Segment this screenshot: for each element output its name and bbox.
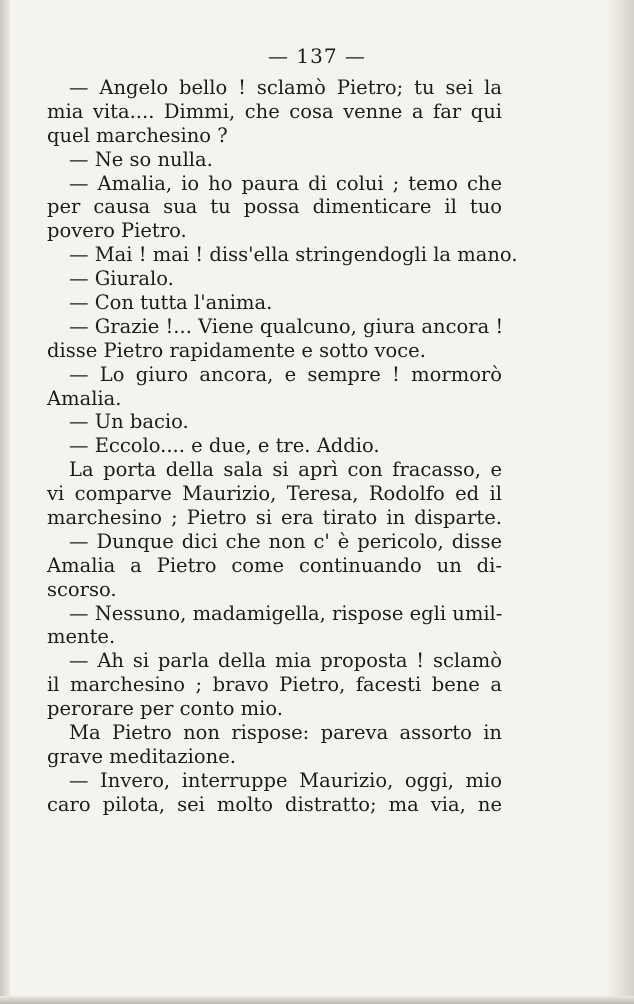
- text-line: mia vita.... Dimmi, che cosa venne a far qui: [47, 99, 502, 123]
- page-left-edge: [0, 0, 10, 1004]
- text-line: marchesino ; Pietro si era tirato in disparte.: [47, 506, 502, 530]
- page-number: — 137 —: [268, 44, 366, 68]
- text-line: Ma Pietro non rispose: pareva assorto in: [69, 721, 502, 745]
- text-line: grave meditazione.: [47, 744, 236, 768]
- text-line: — Con tutta l'anima.: [69, 291, 273, 315]
- text-line: il marchesino ; bravo Pietro, facesti bene a: [47, 673, 502, 697]
- text-line: — Mai ! mai ! diss'ella stringendogli la mano.: [69, 243, 518, 267]
- page-bottom-edge: [0, 996, 634, 1004]
- text-line: — Ah si parla della mia proposta ! sclamò: [69, 649, 502, 673]
- text-line: quel marchesino ?: [47, 123, 228, 147]
- text-line: — Giuralo.: [69, 267, 174, 291]
- text-line: povero Pietro.: [47, 219, 187, 243]
- text-line: — Dunque dici che non c' è pericolo, disse: [69, 529, 502, 553]
- text-line: Amalia a Pietro come continuando un di-: [47, 553, 502, 577]
- text-line: — Un bacio.: [69, 410, 189, 434]
- text-line: Amalia.: [47, 386, 122, 410]
- text-line: disse Pietro rapidamente e sotto voce.: [47, 338, 426, 362]
- text-line: — Ne so nulla.: [69, 147, 213, 171]
- text-line: vi comparve Maurizio, Teresa, Rodolfo ed il: [47, 482, 502, 506]
- text-line: — Nessuno, madamigella, rispose egli umil-: [69, 601, 503, 625]
- text-line: — Grazie !... Viene qualcuno, giura ancora !: [69, 314, 504, 338]
- text-line: perorare per conto mio.: [47, 697, 283, 721]
- text-line: scorso.: [47, 577, 117, 601]
- text-line: — Eccolo.... e due, e tre. Addio.: [69, 434, 380, 458]
- text-line: caro pilota, sei molto distratto; ma via, ne: [47, 792, 502, 816]
- text-line: — Lo giuro ancora, e sempre ! mormorò: [69, 362, 502, 386]
- body-text: [47, 76, 518, 817]
- text-line: — Amalia, io ho paura di colui ; temo che: [69, 171, 502, 195]
- text-line: La porta della sala si aprì con fracasso, e: [69, 458, 502, 482]
- text-line: — Invero, interruppe Maurizio, oggi, mio: [69, 768, 502, 792]
- text-line: mente.: [47, 625, 116, 649]
- text-line: — Angelo bello ! sclamò Pietro; tu sei la: [69, 76, 502, 99]
- text-line: per causa sua tu possa dimenticare il tuo: [47, 195, 502, 219]
- page-right-edge: [606, 0, 634, 1004]
